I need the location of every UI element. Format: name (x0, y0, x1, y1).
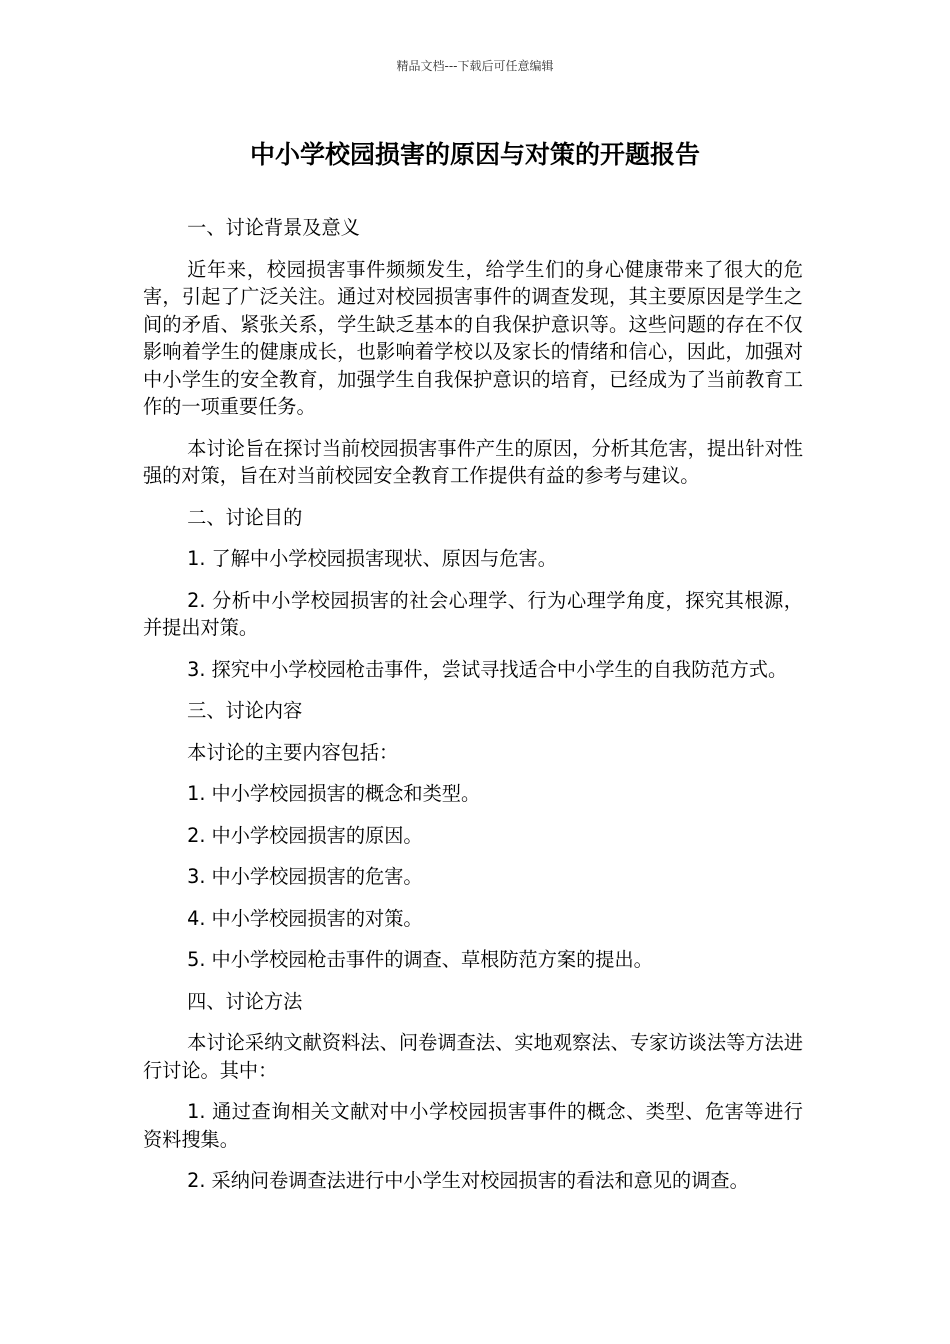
header-note: 精品文档---下载后可任意编辑 (396, 59, 554, 73)
list-item-content-1: 1. 中小学校园损害的概念和类型。 (187, 782, 481, 805)
list-item-method-1: 1. 通过查询相关文献对中小学校园损害事件的概念、类型、危害等进行资料搜集。 (143, 1100, 803, 1151)
paragraph-background-1: 近年来，校园损害事件频频发生，给学生们的身心健康带来了很大的危害，引起了广泛关注。通过对校园损害事件的调查发现，其主要原因是学生之间的矛盾、紧张关系，学生缺乏基本的自我保护意识等。这些问题的存在不仅影响着学生的健康成长，也影响着学校以及家长的情绪和信心，因此，加强对中小学生的安全教育，加强学生自我保护意识的培育，已经成为了当前教育工作的一项重要任务。 (143, 257, 803, 418)
document-body (143, 214, 803, 1209)
paragraph-method-intro: 本讨论采纳文献资料法、问卷调查法、实地观察法、专家访谈法等方法进行讨论。其中： (143, 1031, 803, 1082)
section-heading-method: 四、讨论方法 (187, 989, 303, 1013)
list-item-purpose-1: 1. 了解中小学校园损害现状、原因与危害。 (187, 547, 557, 570)
paragraph-background-2: 本讨论旨在探讨当前校园损害事件产生的原因，分析其危害，提出针对性强的对策，旨在对当前校园安全教育工作提供有益的参考与建议。 (143, 436, 803, 487)
section-heading-content: 三、讨论内容 (187, 699, 303, 722)
list-item-content-2: 2. 中小学校园损害的原因。 (187, 823, 423, 847)
paragraph-content-intro: 本讨论的主要内容包括： (187, 740, 399, 764)
document-title: 中小学校园损害的原因与对策的开题报告 (249, 140, 700, 169)
section-heading-purpose: 二、讨论目的 (187, 505, 303, 529)
section-heading-background: 一、讨论背景及意义 (187, 216, 360, 239)
list-item-content-5: 5. 中小学校园枪击事件的调查、草根防范方案的提出。 (187, 948, 653, 971)
list-item-content-3: 3. 中小学校园损害的危害。 (187, 865, 423, 888)
list-item-purpose-2: 2. 分析中小学校园损害的社会心理学、行为心理学角度，探究其根源，并提出对策。 (143, 588, 803, 639)
list-item-purpose-3: 3. 探究中小学校园枪击事件，尝试寻找适合中小学生的自我防范方式。 (187, 657, 788, 681)
list-item-method-2: 2. 采纳问卷调查法进行中小学生对校园损害的看法和意见的调查。 (187, 1169, 749, 1192)
list-item-content-4: 4. 中小学校园损害的对策。 (187, 906, 423, 930)
